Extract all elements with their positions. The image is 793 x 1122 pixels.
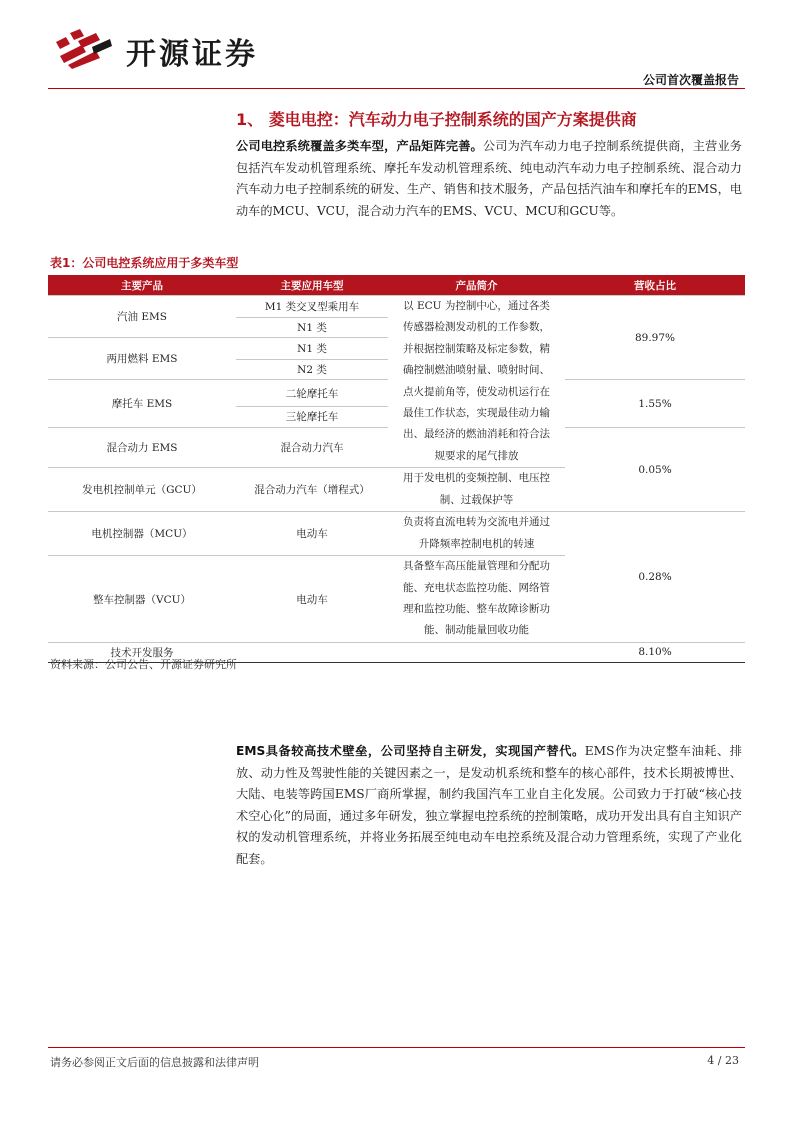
share-cell: 8.10% [565,642,745,662]
description-line: 理和监控功能、整车故障诊断功 [403,603,550,616]
product-cell: 技术开发服务 [48,642,236,662]
vehicle-cell: 混合动力汽车 [236,427,388,467]
description-cell-mcu [388,512,565,556]
section-title: 1、 菱电电控：汽车动力电子控制系统的国产方案提供商 [236,110,637,129]
description-line: 能、充电状态监控功能、网络管 [403,581,550,594]
product-cell: 电机控制器（MCU） [48,512,236,556]
description-line: 以 ECU 为控制中心，通过各类 [403,300,550,312]
col-header-product: 主要产品 [48,275,236,296]
description-line: 确控制燃油喷射量、喷射时间、 [403,364,550,377]
product-cell: 摩托车 EMS [48,380,236,427]
description-cell [388,642,565,662]
vehicle-cell: 三轮摩托车 [236,406,388,427]
description-line: 出、最经济的燃油消耗和符合法 [403,428,550,441]
ems-paragraph [236,741,742,871]
share-cell: 89.97% [565,296,745,380]
description-line: 能、制动能量回收功能 [424,624,529,637]
product-cell: 整车控制器（VCU） [48,556,236,643]
intro-paragraph [236,136,742,222]
vehicle-cell: 电动车 [236,512,388,556]
report-type: 公司首次覆盖报告 [642,73,739,87]
table-caption: 表1：公司电控系统应用于多类车型 [50,256,239,270]
product-cell: 汽油 EMS [48,296,236,338]
description-cell-ems [388,296,565,468]
description-line: 最佳工作状态，实现最佳动力输 [403,407,550,420]
table-row [48,512,745,556]
description-line: 点火提前角等，使发动机运行在 [403,385,550,398]
col-header-vehicle: 主要应用车型 [236,275,388,296]
description-line: 规要求的尾气排放 [434,449,519,462]
vehicle-cell [236,642,388,662]
logo-mark-icon [56,29,112,69]
product-cell: 两用燃料 EMS [48,338,236,380]
share-cell: 0.05% [565,427,745,511]
description-line: 传感器检测发动机的工作参数， [403,321,550,334]
description-line: 升降频率控制电机的转速 [418,537,535,550]
vehicle-cell: N1 类 [236,338,388,360]
logo-text: 开源证券 [126,37,258,72]
col-header-revenue-share: 营收占比 [565,275,745,296]
ems-lead: EMS具备较高技术壁垒，公司坚持自主研发，实现国产替代。 [236,744,585,758]
description-line: 负责将直流电转为交流电并通过 [403,516,550,529]
product-cell: 混合动力 EMS [48,427,236,467]
vehicle-cell: 混合动力汽车（增程式） [236,468,388,512]
footer-disclaimer: 请务必参阅正文后面的信息披露和法律声明 [50,1056,259,1069]
product-cell: 发电机控制单元（GCU） [48,468,236,512]
table-source: 资料来源：公司公告、开源证券研究所 [50,658,237,671]
intro-body: 公司为汽车动力电子控制系统提供商，主营业务包括汽车发动机管理系统、摩托车发动机管理系统、纯电动汽车动力电子控制系统、混合动力汽车动力电子控制系统的研发、生产、销售和技术服务，产品包括汽油车和摩托车的EMS，电动车的MCU、VCU，混合动力汽车的EMS、VCU、MCU和GCU等。 [236,139,742,218]
description-cell-gcu [388,468,565,512]
col-header-description: 产品简介 [388,275,565,296]
description-cell-vcu [388,556,565,643]
description-line: 用于发电机的变频控制、电压控 [403,472,550,485]
description-line: 并根据控制策略及标定参数，精 [403,342,550,355]
vehicle-cell: 电动车 [236,556,388,643]
vehicle-cell: N1 类 [236,318,388,338]
table-header-row [48,275,745,296]
vehicle-cell: M1 类交叉型乘用车 [236,296,388,318]
footer-divider [48,1047,745,1048]
description-line: 制、过载保护等 [439,493,514,506]
page-number: 4 / 23 [707,1054,739,1067]
vehicle-cell: N2 类 [236,360,388,380]
header-divider [48,88,745,89]
vehicle-cell: 二轮摩托车 [236,380,388,406]
ems-body: EMS作为决定整车油耗、排放、动力性及驾驶性能的关键因素之一，是发动机系统和整车的核心部件，技术长期被博世、大陆、电装等跨国EMS厂商所掌握，制约我国汽车工业自主化发展。公司致力于打破“核心技术空心化”的局面，通过多年研发，独立掌握电控系统的控制策略，成功开发出具有自主知识产权的发动机管理系统，并将业务拓展至纯电动车电控系统及混合动力管理系统，实现了产业化配套。 [236,744,742,866]
product-table [48,275,745,663]
intro-lead: 公司电控系统覆盖多类车型，产品矩阵完善。 [236,139,483,153]
share-cell: 0.28% [565,512,745,643]
description-line: 具备整车高压能量管理和分配功 [403,560,550,573]
table-row [48,296,745,318]
share-cell: 1.55% [565,380,745,427]
